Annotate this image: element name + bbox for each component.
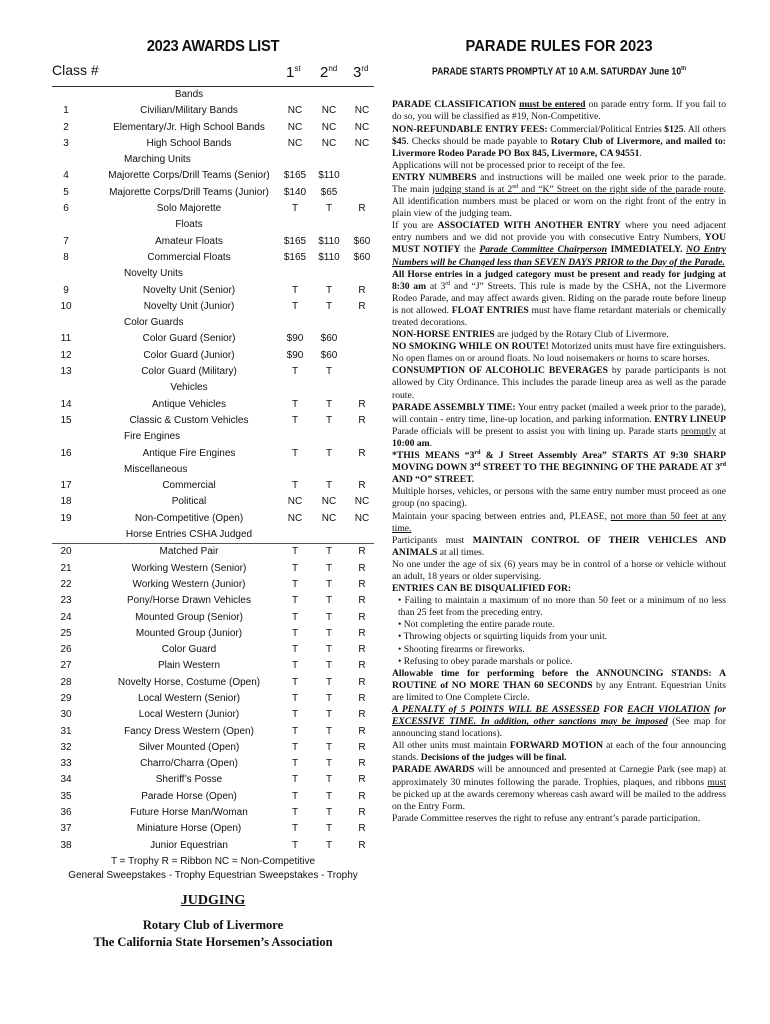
first-place-award: $90 xyxy=(286,349,304,361)
table-row xyxy=(52,593,374,609)
category-row xyxy=(52,462,374,478)
category-name: Vehicles xyxy=(170,382,208,394)
table-row xyxy=(52,707,374,723)
third-place-award: $60 xyxy=(353,235,371,247)
third-place-header: 3rd xyxy=(353,64,369,81)
awards-column xyxy=(52,38,374,951)
second-place-award: T xyxy=(325,480,333,492)
second-place-award: T xyxy=(325,839,333,851)
table-row xyxy=(52,675,374,691)
class-number: 30 xyxy=(60,709,72,721)
first-place-award: T xyxy=(291,741,299,753)
judging-title: JUDGING xyxy=(180,892,246,908)
rule-awards: PARADE AWARDS will be announced and presented at Carnegie Park (see map) at approximately 30 minutes following the parade. Trophies, plaques, and ribbons must be picked up at the awards ceremony whereas cash award will be mailed to the address on the Entry Form. xyxy=(392,764,726,812)
class-name: Local Western (Junior) xyxy=(138,709,240,721)
category-row xyxy=(52,315,374,331)
first-place-header: 1st xyxy=(286,64,301,81)
class-number: 18 xyxy=(60,496,72,508)
rule-performing-time: Allowable time for performing before the ANNOUNCING STANDS: A ROUTINE of NO MORE THAN 60 SECONDS by any Entrant. Equestrian Units are limited to One Complete Circle. xyxy=(392,667,727,703)
first-place-award: T xyxy=(291,627,299,639)
awards-legend xyxy=(52,855,374,883)
third-place-award: R xyxy=(358,839,366,851)
class-name: Amateur Floats xyxy=(155,235,223,247)
table-row xyxy=(52,168,374,184)
first-place-award: T xyxy=(291,578,299,590)
rule-classification: PARADE CLASSIFICATION must be entered on parade entry form. If you fail to do so, you will be classified as #19, Non-Competitive. xyxy=(392,99,726,123)
class-name: Classic & Custom Vehicles xyxy=(129,414,249,426)
class-number: 38 xyxy=(60,839,72,851)
class-number: 5 xyxy=(63,186,69,198)
rule-assembly-time: PARADE ASSEMBLY TIME: Your entry packet (mailed a week prior to the parade), will contain - entry time, line-up location, and parking information. ENTRY LINEUP Parade officials will be present to assist you with lining up. Parade starts promptly at 10:00 am. xyxy=(392,401,726,449)
rule-assembly-area: *THIS MEANS “3rd & J Street Assembly Area” STARTS AT 9:30 SHARP MOVING DOWN 3rd STREET TO THE BEGINNING OF THE PARADE AT 3rd AND “O” STREET. xyxy=(392,449,726,486)
rule-entry-numbers: ENTRY NUMBERS and instructions will be mailed one week prior to the parade. The main judging stand is at 2nd and “K” Street on the right side of the parade route. All identification numbers must be placed or worn on the right front of the entry in plain view of the judging team. xyxy=(392,171,726,220)
awards-table xyxy=(52,87,374,854)
dq-marshals: • Refusing to obey parade marshals or police. xyxy=(398,655,573,667)
class-name: Commercial xyxy=(162,480,216,492)
category-name: Miscellaneous xyxy=(124,463,188,475)
category-name: Horse Entries CSHA Judged xyxy=(125,529,253,541)
third-place-award: R xyxy=(358,414,366,426)
table-row xyxy=(52,789,374,805)
third-place-award: NC xyxy=(354,496,370,508)
rules-body xyxy=(392,99,726,825)
class-name: High School Bands xyxy=(146,137,232,149)
category-name: Bands xyxy=(174,89,204,100)
class-number: 29 xyxy=(60,692,72,704)
class-name: Sheriff’s Posse xyxy=(155,774,223,786)
class-number: 31 xyxy=(60,725,72,737)
category-row xyxy=(52,152,374,168)
class-number: 27 xyxy=(60,660,72,672)
rule-no-smoking: NO SMOKING WHILE ON ROUTE! Motorized units must have fire extinguishers. No open flames on or around floats. No loud noisemakers or horns to scare horses. xyxy=(392,341,726,365)
second-place-award: T xyxy=(325,807,333,819)
class-number: 37 xyxy=(60,823,72,835)
table-row xyxy=(52,331,374,347)
table-row xyxy=(52,413,374,429)
first-place-award: T xyxy=(291,300,299,312)
second-place-award: T xyxy=(325,692,333,704)
second-place-award: T xyxy=(325,595,333,607)
dq-route: • Not completing the entire parade route. xyxy=(398,619,555,631)
category-row xyxy=(52,87,374,103)
second-place-award: T xyxy=(325,562,333,574)
first-place-award: T xyxy=(291,203,299,215)
third-place-award: R xyxy=(358,774,366,786)
second-place-award: T xyxy=(325,758,333,770)
second-place-award: $65 xyxy=(320,186,338,198)
table-row xyxy=(52,103,374,119)
class-number: 8 xyxy=(63,251,69,263)
second-place-award: T xyxy=(325,774,333,786)
first-place-award: NC xyxy=(287,512,303,524)
table-row xyxy=(52,561,374,577)
class-name: Future Horse Man/Woman xyxy=(130,807,248,819)
second-place-award: NC xyxy=(321,137,337,149)
table-row xyxy=(52,805,374,821)
third-place-award: R xyxy=(358,447,366,459)
rule-associated: If you are ASSOCIATED WITH ANOTHER ENTRY where you need adjacent entry numbers and we did not provide you with consecutive Entry Numbers, YOU MUST NOTIFY the Parade Committee Chairperson IMMEDIATELY. NO Entry Numbers will be Changed less than SEVEN DAYS PRIOR to the Day of the Parade. xyxy=(392,220,726,268)
third-place-award: R xyxy=(358,660,366,672)
table-row xyxy=(52,478,374,494)
class-number: 32 xyxy=(60,741,72,753)
category-row xyxy=(52,380,374,396)
second-place-award: T xyxy=(325,823,333,835)
category-row xyxy=(52,429,374,445)
second-place-header: 2nd xyxy=(320,64,338,81)
third-place-award: R xyxy=(358,725,366,737)
judging-line-1: Rotary Club of Livermore xyxy=(142,917,284,932)
first-place-award: T xyxy=(291,546,299,558)
class-name: Pony/Horse Drawn Vehicles xyxy=(127,595,251,607)
class-name: Mounted Group (Junior) xyxy=(135,627,243,639)
class-name: Fancy Dress Western (Open) xyxy=(124,725,254,737)
table-row xyxy=(52,821,374,837)
first-place-award: T xyxy=(291,692,299,704)
first-place-award: T xyxy=(291,790,299,802)
class-number: 10 xyxy=(60,300,72,312)
class-number: 34 xyxy=(60,774,72,786)
second-place-award: $110 xyxy=(318,235,340,247)
class-number: 20 xyxy=(60,546,72,558)
class-name: Parade Horse (Open) xyxy=(141,790,237,802)
third-place-award: R xyxy=(358,823,366,835)
class-name: Silver Mounted (Open) xyxy=(138,741,240,753)
class-number: 1 xyxy=(63,105,69,117)
class-number: 11 xyxy=(60,333,72,345)
class-name: Plain Western xyxy=(157,660,221,672)
third-place-award: R xyxy=(358,398,366,410)
second-place-award: T xyxy=(325,284,333,296)
first-place-award: NC xyxy=(287,496,303,508)
table-row xyxy=(52,756,374,772)
class-name: Majorette Corps/Drill Teams (Junior) xyxy=(109,186,269,198)
class-name: Junior Equestrian xyxy=(150,839,228,851)
first-place-award: NC xyxy=(287,137,303,149)
second-place-award: T xyxy=(325,644,333,656)
third-place-award: R xyxy=(358,790,366,802)
rule-spacing: Maintain your spacing between entries and, PLEASE, not more than 50 feet at any time. xyxy=(392,510,726,534)
second-place-award: NC xyxy=(321,512,337,524)
third-place-award: $60 xyxy=(353,251,371,263)
class-number: 33 xyxy=(60,758,72,770)
table-row xyxy=(52,299,374,315)
second-place-award: T xyxy=(325,660,333,672)
second-place-award: $60 xyxy=(320,349,338,361)
class-number: 24 xyxy=(60,611,72,623)
rule-disqualified: ENTRIES CAN BE DISQUALIFIED FOR: xyxy=(392,583,572,595)
third-place-award: R xyxy=(358,203,366,215)
second-place-award: T xyxy=(325,366,333,378)
class-number: 23 xyxy=(60,595,72,607)
rule-control: Participants must MAINTAIN CONTROL OF THEIR VEHICLES AND ANIMALS at all times. xyxy=(392,534,727,558)
dq-firearms: • Shooting firearms or fireworks. xyxy=(398,643,525,655)
table-row xyxy=(52,740,374,756)
dq-spacing: • Failing to maintain a maximum of no more than 50 feet or a minimum of no less than 25 feet from the preceding entry. xyxy=(398,595,726,619)
second-place-award: T xyxy=(325,398,333,410)
table-row xyxy=(52,610,374,626)
first-place-award: T xyxy=(291,823,299,835)
third-place-award: R xyxy=(358,480,366,492)
third-place-award: NC xyxy=(354,121,370,133)
second-place-award: T xyxy=(325,676,333,688)
category-name: Novelty Units xyxy=(124,268,183,280)
third-place-award: R xyxy=(358,709,366,721)
class-number: 25 xyxy=(60,627,72,639)
class-name: Novelty Horse, Costume (Open) xyxy=(117,676,261,688)
second-place-award: $110 xyxy=(318,251,340,263)
rule-fees: NON-REFUNDABLE ENTRY FEES: Commercial/Political Entries $125. All others $45. Checks should be made payable to Rotary Club of Livermore, and mailed to: Livermore Rodeo Parade PO Box 845, Livermore, CA 94551. xyxy=(392,123,726,159)
rules-title: PARADE RULES FOR 2023 xyxy=(465,38,653,55)
class-name: Political xyxy=(171,496,207,508)
rule-multiple: Multiple horses, vehicles, or persons with the same entry number must proceed as one group (no spacing). xyxy=(392,486,726,510)
rule-horse-judging: All Horse entries in a judged category must be present and ready for judging at 8:30 am at 3rd and “J” Streets. This rule is made by the CSHA, not the Livermore Rodeo Parade, and may affect awards given. Riding on the parade route before lineup is not allowed. FLOAT ENTRIES must have flame retardant materials or chemically treated decorations. xyxy=(392,268,726,329)
awards-title: 2023 AWARDS LIST xyxy=(146,38,280,55)
class-number: 9 xyxy=(63,284,69,296)
class-name: Local Western (Senior) xyxy=(137,692,241,704)
class-name: Color Guard (Military) xyxy=(141,366,237,378)
class-number: 4 xyxy=(63,170,69,182)
class-number: 35 xyxy=(60,790,72,802)
table-row xyxy=(52,724,374,740)
class-name: Novelty Unit (Senior) xyxy=(142,284,236,296)
table-row xyxy=(52,494,374,510)
second-place-award: T xyxy=(325,709,333,721)
first-place-award: T xyxy=(291,758,299,770)
second-place-award: $60 xyxy=(320,333,338,345)
class-name: Mounted Group (Senior) xyxy=(135,611,243,623)
first-place-award: $165 xyxy=(283,251,307,263)
first-place-award: T xyxy=(291,676,299,688)
first-place-award: T xyxy=(291,709,299,721)
first-place-award: T xyxy=(291,562,299,574)
third-place-award: NC xyxy=(354,105,370,117)
first-place-award: T xyxy=(291,398,299,410)
class-name: Majorette Corps/Drill Teams (Senior) xyxy=(108,170,270,182)
third-place-award: R xyxy=(358,741,366,753)
awards-header xyxy=(52,60,374,87)
dq-throwing: • Throwing objects or squirting liquids from your unit. xyxy=(398,631,608,643)
table-row xyxy=(52,642,374,658)
third-place-award: R xyxy=(358,546,366,558)
category-row xyxy=(52,217,374,233)
rule-forward-motion: All other units must maintain FORWARD MOTION at each of the four announcing stands. Decisions of the judges will be final. xyxy=(392,740,726,764)
first-place-award: $165 xyxy=(283,235,307,247)
class-number: 2 xyxy=(63,121,69,133)
third-place-award: R xyxy=(358,807,366,819)
third-place-award: R xyxy=(358,595,366,607)
class-number: 22 xyxy=(60,578,72,590)
first-place-award: NC xyxy=(287,105,303,117)
table-row xyxy=(52,691,374,707)
third-place-award: R xyxy=(358,578,366,590)
table-row xyxy=(52,446,374,462)
rule-non-horse: NON-HORSE ENTRIES are judged by the Rotary Club of Livermore. xyxy=(392,329,669,341)
category-name: Color Guards xyxy=(124,317,184,329)
class-number: 36 xyxy=(60,807,72,819)
class-name: Working Western (Senior) xyxy=(131,562,247,574)
class-name: Non-Competitive (Open) xyxy=(134,512,244,524)
class-number: 12 xyxy=(60,349,72,361)
third-place-award: NC xyxy=(354,137,370,149)
category-name: Marching Units xyxy=(124,154,191,166)
category-name: Fire Engines xyxy=(124,431,181,443)
second-place-award: $110 xyxy=(318,170,340,182)
table-row xyxy=(52,544,374,560)
table-row xyxy=(52,136,374,152)
class-number: 15 xyxy=(60,414,72,426)
first-place-award: T xyxy=(291,660,299,672)
class-number: 16 xyxy=(60,447,72,459)
class-name: Miniature Horse (Open) xyxy=(136,823,242,835)
second-place-award: NC xyxy=(321,121,337,133)
second-place-award: T xyxy=(325,741,333,753)
third-place-award: R xyxy=(358,562,366,574)
second-place-award: T xyxy=(325,447,333,459)
class-name: Novelty Unit (Junior) xyxy=(143,300,235,312)
table-row xyxy=(52,511,374,527)
first-place-award: T xyxy=(291,284,299,296)
first-place-award: $165 xyxy=(283,170,307,182)
second-place-award: T xyxy=(325,611,333,623)
rules-column xyxy=(392,38,726,825)
second-place-award: T xyxy=(325,300,333,312)
class-name: Antique Fire Engines xyxy=(142,447,236,459)
first-place-award: T xyxy=(291,447,299,459)
first-place-award: T xyxy=(291,611,299,623)
rule-penalty: A PENALTY of 5 POINTS WILL BE ASSESSED FOR EACH VIOLATION for EXCESSIVE TIME. In addition, other sanctions may be imposed (See map for announcing stand locations). xyxy=(392,704,726,740)
legend-codes: T = Trophy R = Ribbon NC = Non-Competitive xyxy=(110,855,316,867)
second-place-award: T xyxy=(325,546,333,558)
rule-age: No one under the age of six (6) years may be in control of a horse or vehicle without an adult, 18 years or older supervising. xyxy=(392,558,726,582)
table-row xyxy=(52,658,374,674)
class-name: Elementary/Jr. High School Bands xyxy=(113,121,265,133)
second-place-award: T xyxy=(325,414,333,426)
third-place-award: R xyxy=(358,692,366,704)
second-place-award: T xyxy=(325,578,333,590)
class-name: Color Guard xyxy=(161,644,217,656)
table-row xyxy=(52,397,374,413)
class-number: 28 xyxy=(60,676,72,688)
class-number: 17 xyxy=(60,480,72,492)
judging-line-2: The California State Horsemen’s Association xyxy=(93,934,333,949)
table-row xyxy=(52,185,374,201)
class-number: 14 xyxy=(60,398,72,410)
first-place-award: T xyxy=(291,807,299,819)
table-row xyxy=(52,250,374,266)
rule-alcohol: CONSUMPTION OF ALCOHOLIC BEVERAGES by parade participants is not allowed by City Ordinance. This includes the parade lineup area as well as the parade route. xyxy=(392,365,726,401)
first-place-award: T xyxy=(291,725,299,737)
second-place-award: T xyxy=(325,790,333,802)
class-number: 21 xyxy=(60,562,72,574)
second-place-award: NC xyxy=(321,496,337,508)
third-place-award: R xyxy=(358,676,366,688)
table-row xyxy=(52,234,374,250)
class-number: 19 xyxy=(60,512,72,524)
third-place-award: R xyxy=(358,758,366,770)
second-place-award: T xyxy=(325,725,333,737)
class-number: 3 xyxy=(63,137,69,149)
third-place-award: R xyxy=(358,627,366,639)
first-place-award: T xyxy=(291,595,299,607)
first-place-award: NC xyxy=(287,121,303,133)
third-place-award: R xyxy=(358,300,366,312)
class-name: Matched Pair xyxy=(159,546,219,558)
table-row xyxy=(52,772,374,788)
table-row xyxy=(52,283,374,299)
second-place-award: NC xyxy=(321,105,337,117)
class-number: 6 xyxy=(63,203,69,215)
first-place-award: T xyxy=(291,774,299,786)
class-name: Color Guard (Junior) xyxy=(143,349,235,361)
table-row xyxy=(52,577,374,593)
table-row xyxy=(52,348,374,364)
class-name: Working Western (Junior) xyxy=(132,578,246,590)
third-place-award: NC xyxy=(354,512,370,524)
judging-section xyxy=(52,893,374,951)
first-place-award: T xyxy=(291,644,299,656)
table-row xyxy=(52,838,374,854)
category-row xyxy=(52,527,374,544)
rules-subtitle: PARADE STARTS PROMPTLY AT 10 A.M. SATURDAY June 10th xyxy=(431,66,686,78)
first-place-award: $140 xyxy=(283,186,307,198)
table-row xyxy=(52,626,374,642)
category-name: Floats xyxy=(175,219,203,231)
third-place-award: R xyxy=(358,611,366,623)
class-name: Solo Majorette xyxy=(156,203,222,215)
class-name: Commercial Floats xyxy=(147,251,231,263)
category-row xyxy=(52,266,374,282)
first-place-award: T xyxy=(291,366,299,378)
third-place-award: R xyxy=(358,644,366,656)
rule-applications: Applications will not be processed prior to receipt of the fee. xyxy=(392,159,626,171)
class-number: 13 xyxy=(60,366,72,378)
class-number-label: Class # xyxy=(52,62,99,78)
class-name: Antique Vehicles xyxy=(152,398,226,410)
table-row xyxy=(52,364,374,380)
class-number: 26 xyxy=(60,644,72,656)
table-row xyxy=(52,120,374,136)
table-row xyxy=(52,201,374,217)
first-place-award: T xyxy=(291,839,299,851)
class-name: Civilian/Military Bands xyxy=(140,105,238,117)
first-place-award: $90 xyxy=(286,333,304,345)
second-place-award: T xyxy=(325,627,333,639)
first-place-award: T xyxy=(291,414,299,426)
first-place-award: T xyxy=(291,480,299,492)
rule-refuse: Parade Committee reserves the right to refuse any entrant’s parade participation. xyxy=(392,812,701,824)
class-name: Color Guard (Senior) xyxy=(142,333,236,345)
class-number: 7 xyxy=(63,235,69,247)
second-place-award: T xyxy=(325,203,333,215)
legend-sweepstakes: General Sweepstakes - Trophy Equestrian Sweepstakes - Trophy xyxy=(68,869,358,881)
third-place-award: R xyxy=(358,284,366,296)
class-name: Charro/Charra (Open) xyxy=(140,758,238,770)
